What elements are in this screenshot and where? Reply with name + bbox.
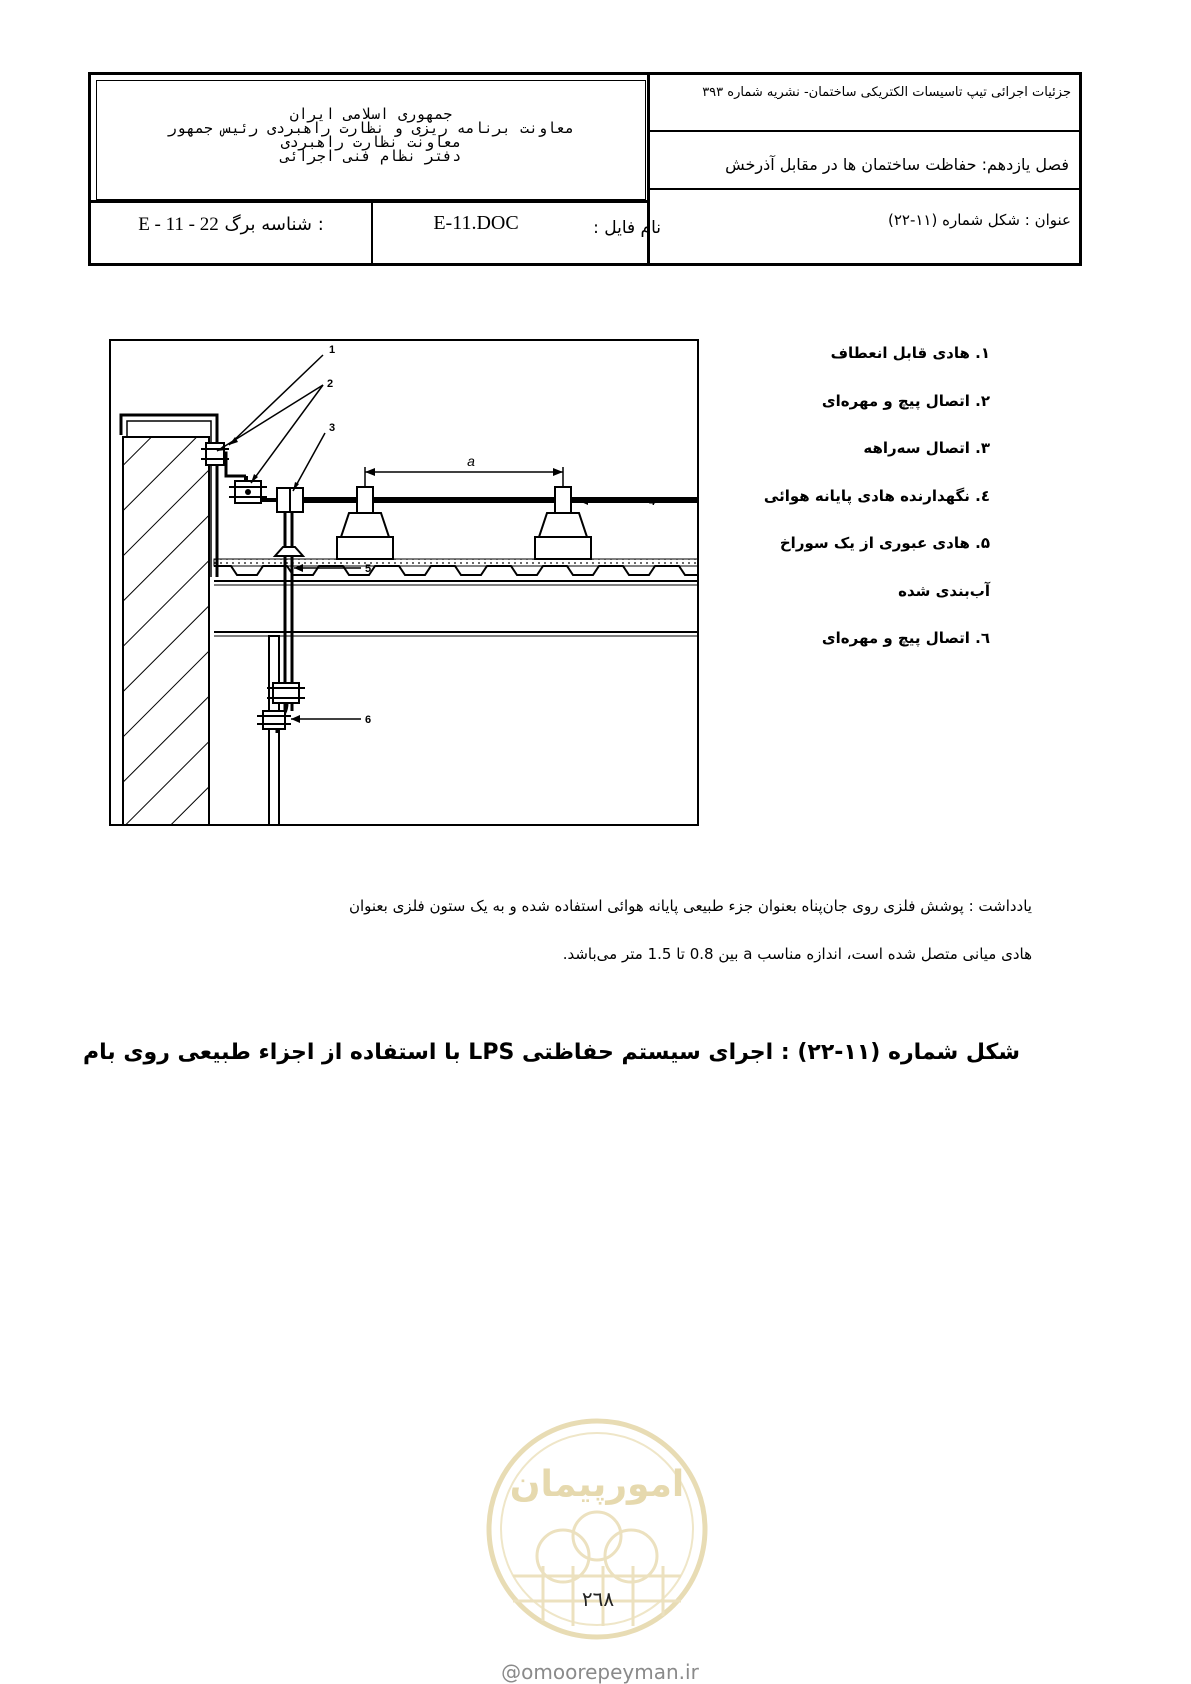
stamp-logo-text: امورپیمان <box>509 1464 685 1505</box>
t-joint <box>277 488 303 512</box>
sheet-id-label: شناسه برگ : <box>224 214 324 235</box>
sealing-collar <box>275 547 303 556</box>
sheet-id-value: E - 11 - 22 <box>138 214 219 235</box>
chapter-title: فصل یازدهم: حفاظت ساختمان ها در مقابل آذرخش <box>725 155 1069 174</box>
callout-5: 5 <box>365 563 372 575</box>
parapet-wall <box>123 437 209 826</box>
website-text: omoorepeyman.ir <box>521 1660 699 1684</box>
note-line-2: هادی میانی متصل شده است، اندازه مناسب a بین 0.8 تا 1.5 متر می‌باشد. <box>562 945 1032 963</box>
legend-item-2: ۲. اتصال پیچ و مهره‌ای <box>821 391 990 410</box>
page-number: ۲٦۸ <box>581 1587 615 1611</box>
file-name-value: E-11.DOC <box>433 212 519 234</box>
callout-2: 2 <box>327 378 334 390</box>
note-paragraph <box>140 882 1032 978</box>
bolted-connection-column <box>257 683 305 733</box>
trapezoidal-metal-deck <box>214 566 699 575</box>
roof-insulation <box>214 559 699 566</box>
legend-item-5: ۵. هادی عبوری از یک سوراخ <box>779 534 990 552</box>
org-line-4: دفتر نظام فنی اجرائی <box>280 147 462 165</box>
dimension-label-a: a <box>467 453 475 469</box>
legend-item-3: ۳. اتصال سه‌راهه <box>863 439 990 457</box>
figure-legend <box>720 330 990 663</box>
header-divider-bottom <box>371 200 373 263</box>
header-divider-left <box>91 200 647 203</box>
legend-item-6: ٦. اتصال پیچ و مهره‌ای <box>821 629 990 647</box>
header-table <box>88 72 1082 266</box>
bolted-connection-lower <box>229 481 267 503</box>
callout-3: 3 <box>329 422 336 434</box>
legend-item-5-cont: آب‌بندی شده <box>898 581 990 600</box>
legend-item-4: ٤. نگهدارنده هادی پایانه هوائی <box>763 486 990 505</box>
callout-6: 6 <box>365 714 372 726</box>
callout-1: 1 <box>329 344 336 356</box>
header-divider-right-2 <box>650 188 1080 190</box>
at-icon: @ <box>501 1660 522 1684</box>
diagram-drawing <box>111 341 699 826</box>
header-divider-right-1 <box>650 130 1080 132</box>
org-line-3: معاونت نظارت راهبردی <box>280 133 462 151</box>
figure-title-label: عنوان : شکل شماره (۱۱-۲۲) <box>887 211 1071 229</box>
website-watermark <box>490 1660 710 1684</box>
organization-box <box>96 80 646 200</box>
org-line-2: معاونت برنامه ریزی و نظارت راهبردی رئیس جمهور <box>167 119 575 137</box>
callout-4: 4 <box>649 496 656 508</box>
legend-item-1: ۱. هادی قابل انعطاف <box>830 344 990 362</box>
note-line-1: یادداشت : پوشش فلزی روی جان‌پناه بعنوان جزء طبیعی پایانه هوائی استفاده شده و به یک ستون فلزی بعنوان <box>348 897 1032 915</box>
figure-caption: شکل شماره (۱۱-۲۲) : اجرای سیستم حفاظتی LPS با استفاده از اجزاء طبیعی روی بام <box>83 1040 1020 1065</box>
file-name-label: نام فایل : <box>593 218 661 238</box>
roof-lps-diagram <box>109 339 699 826</box>
org-line-1: جمهوری اسلامی ایران <box>289 105 453 123</box>
sheet-id <box>91 214 371 236</box>
series-title: جزئیات اجرائی تیپ تاسیسات الکتریکی ساختمان- نشریه شماره ۳۹۳ <box>702 85 1071 100</box>
